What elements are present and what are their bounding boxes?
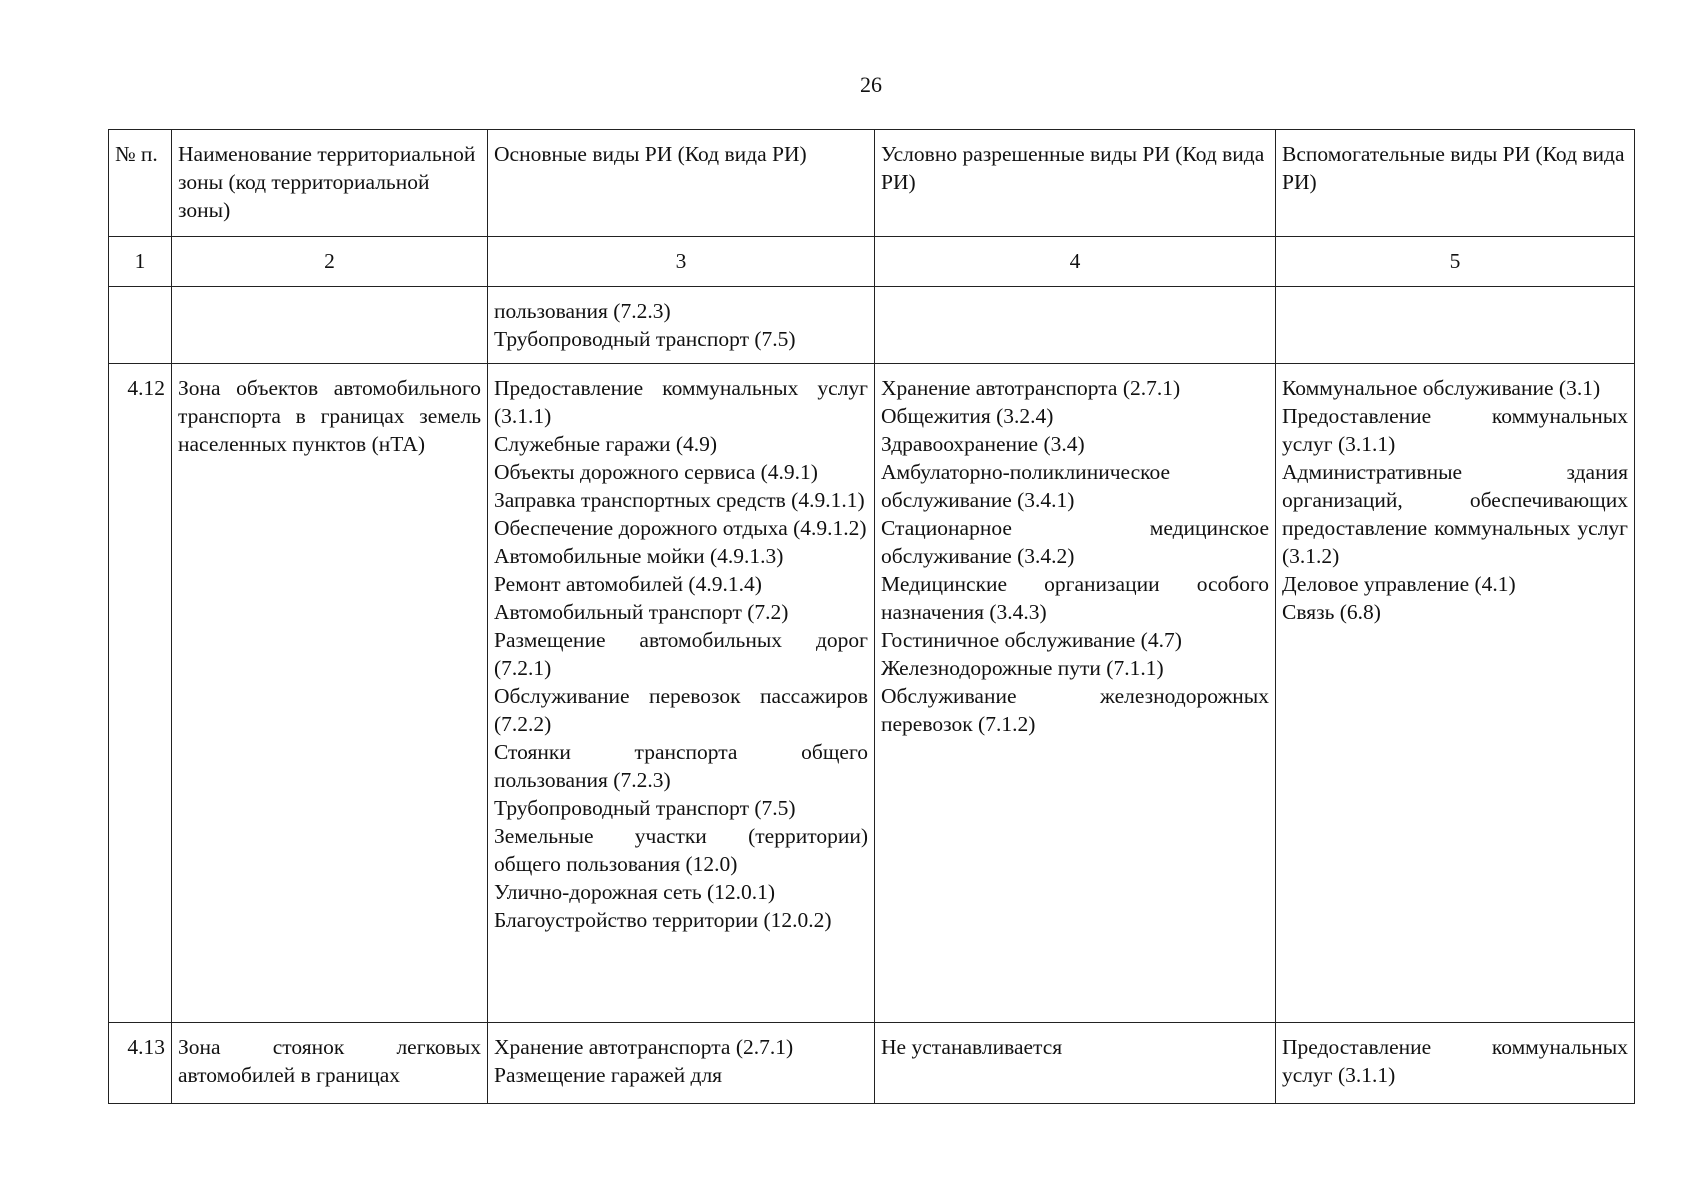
conditional-uses bbox=[875, 1023, 1276, 1104]
zone-name: Зона стоянок легковых автомобилей в границах bbox=[172, 1023, 488, 1104]
use-item: Обслуживание железнодорожных перевозок (7.1.2) bbox=[881, 684, 1269, 736]
use-item: Объекты дорожного сервиса (4.9.1) bbox=[494, 460, 818, 484]
zoning-table bbox=[108, 129, 1635, 1104]
table-header-row bbox=[109, 130, 1635, 237]
use-item: Улично-дорожная сеть (12.0.1) bbox=[494, 880, 776, 904]
use-item: Трубопроводный транспорт (7.5) bbox=[494, 796, 796, 820]
use-item: Обслуживание перевозок пассажиров (7.2.2) bbox=[494, 684, 868, 736]
use-item: Служебные гаражи (4.9) bbox=[494, 432, 718, 456]
conditional-uses bbox=[875, 364, 1276, 1023]
use-item: Предоставление коммунальных услуг (3.1.1) bbox=[494, 376, 868, 428]
main-uses bbox=[488, 364, 875, 1023]
column-index: 3 bbox=[488, 237, 875, 287]
header-conditional-uses: Условно разрешенные виды РИ (Код вида РИ) bbox=[875, 130, 1276, 237]
use-item: Предоставление коммунальных услуг (3.1.1) bbox=[1282, 1035, 1628, 1087]
column-index: 5 bbox=[1276, 237, 1635, 287]
use-item: Не устанавливается bbox=[881, 1035, 1063, 1059]
table-row bbox=[109, 287, 1635, 364]
use-item: Коммунальное обслуживание (3.1) bbox=[1282, 376, 1601, 400]
use-item: пользования (7.2.3) bbox=[494, 299, 671, 323]
use-item: Здравоохранение (3.4) bbox=[881, 432, 1085, 456]
use-item: Обеспечение дорожного отдыха (4.9.1.2) bbox=[494, 516, 867, 540]
use-item: Размещение автомобильных дорог (7.2.1) bbox=[494, 628, 868, 680]
use-item: Административные здания организаций, обеспечивающих предоставление коммунальных услуг (3.1.2) bbox=[1282, 460, 1628, 568]
use-item: Железнодорожные пути (7.1.1) bbox=[881, 656, 1164, 680]
main-uses bbox=[488, 1023, 875, 1104]
header-main-uses: Основные виды РИ (Код вида РИ) bbox=[488, 130, 875, 237]
row-number bbox=[109, 287, 172, 364]
use-item: Ремонт автомобилей (4.9.1.4) bbox=[494, 572, 762, 596]
use-item: Гостиничное обслуживание (4.7) bbox=[881, 628, 1182, 652]
table-row bbox=[109, 364, 1635, 1023]
header-zone-name: Наименование территориальной зоны (код территориальной зоны) bbox=[172, 130, 488, 237]
use-item: Хранение автотранспорта (2.7.1) bbox=[494, 1035, 794, 1059]
use-item: Автомобильные мойки (4.9.1.3) bbox=[494, 544, 784, 568]
column-index: 1 bbox=[109, 237, 172, 287]
page-number: 26 bbox=[860, 72, 882, 97]
zone-name: Зона объектов автомобильного транспорта в границах земель населенных пунктов (нТА) bbox=[172, 364, 488, 1023]
header-auxiliary-uses: Вспомогательные виды РИ (Код вида РИ) bbox=[1276, 130, 1635, 237]
use-item: Размещение гаражей для bbox=[494, 1063, 723, 1087]
use-item: Благоустройство территории (12.0.2) bbox=[494, 908, 832, 932]
use-item: Трубопроводный транспорт (7.5) bbox=[494, 327, 796, 351]
conditional-uses bbox=[875, 287, 1276, 364]
use-item: Хранение автотранспорта (2.7.1) bbox=[881, 376, 1181, 400]
use-item: Заправка транспортных средств (4.9.1.1) bbox=[494, 488, 865, 512]
use-item: Связь (6.8) bbox=[1282, 600, 1381, 624]
header-number: № п. bbox=[109, 130, 172, 237]
column-index-row bbox=[109, 237, 1635, 287]
use-item: Деловое управление (4.1) bbox=[1282, 572, 1516, 596]
table-row bbox=[109, 1023, 1635, 1104]
auxiliary-uses bbox=[1276, 364, 1635, 1023]
use-item: Предоставление коммунальных услуг (3.1.1) bbox=[1282, 404, 1628, 456]
use-item: Земельные участки (территории) общего пользования (12.0) bbox=[494, 824, 868, 876]
auxiliary-uses bbox=[1276, 1023, 1635, 1104]
use-item: Медицинские организации особого назначения (3.4.3) bbox=[881, 572, 1269, 624]
use-item: Общежития (3.2.4) bbox=[881, 404, 1054, 428]
row-number: 4.12 bbox=[109, 364, 172, 1023]
use-item: Стационарное медицинское обслуживание (3.4.2) bbox=[881, 516, 1269, 568]
zone-name bbox=[172, 287, 488, 364]
use-item: Стоянки транспорта общего пользования (7.2.3) bbox=[494, 740, 868, 792]
column-index: 2 bbox=[172, 237, 488, 287]
auxiliary-uses bbox=[1276, 287, 1635, 364]
main-uses bbox=[488, 287, 875, 364]
row-number: 4.13 bbox=[109, 1023, 172, 1104]
use-item: Автомобильный транспорт (7.2) bbox=[494, 600, 789, 624]
column-index: 4 bbox=[875, 237, 1276, 287]
use-item: Амбулаторно-поликлиническое обслуживание (3.4.1) bbox=[881, 460, 1171, 512]
